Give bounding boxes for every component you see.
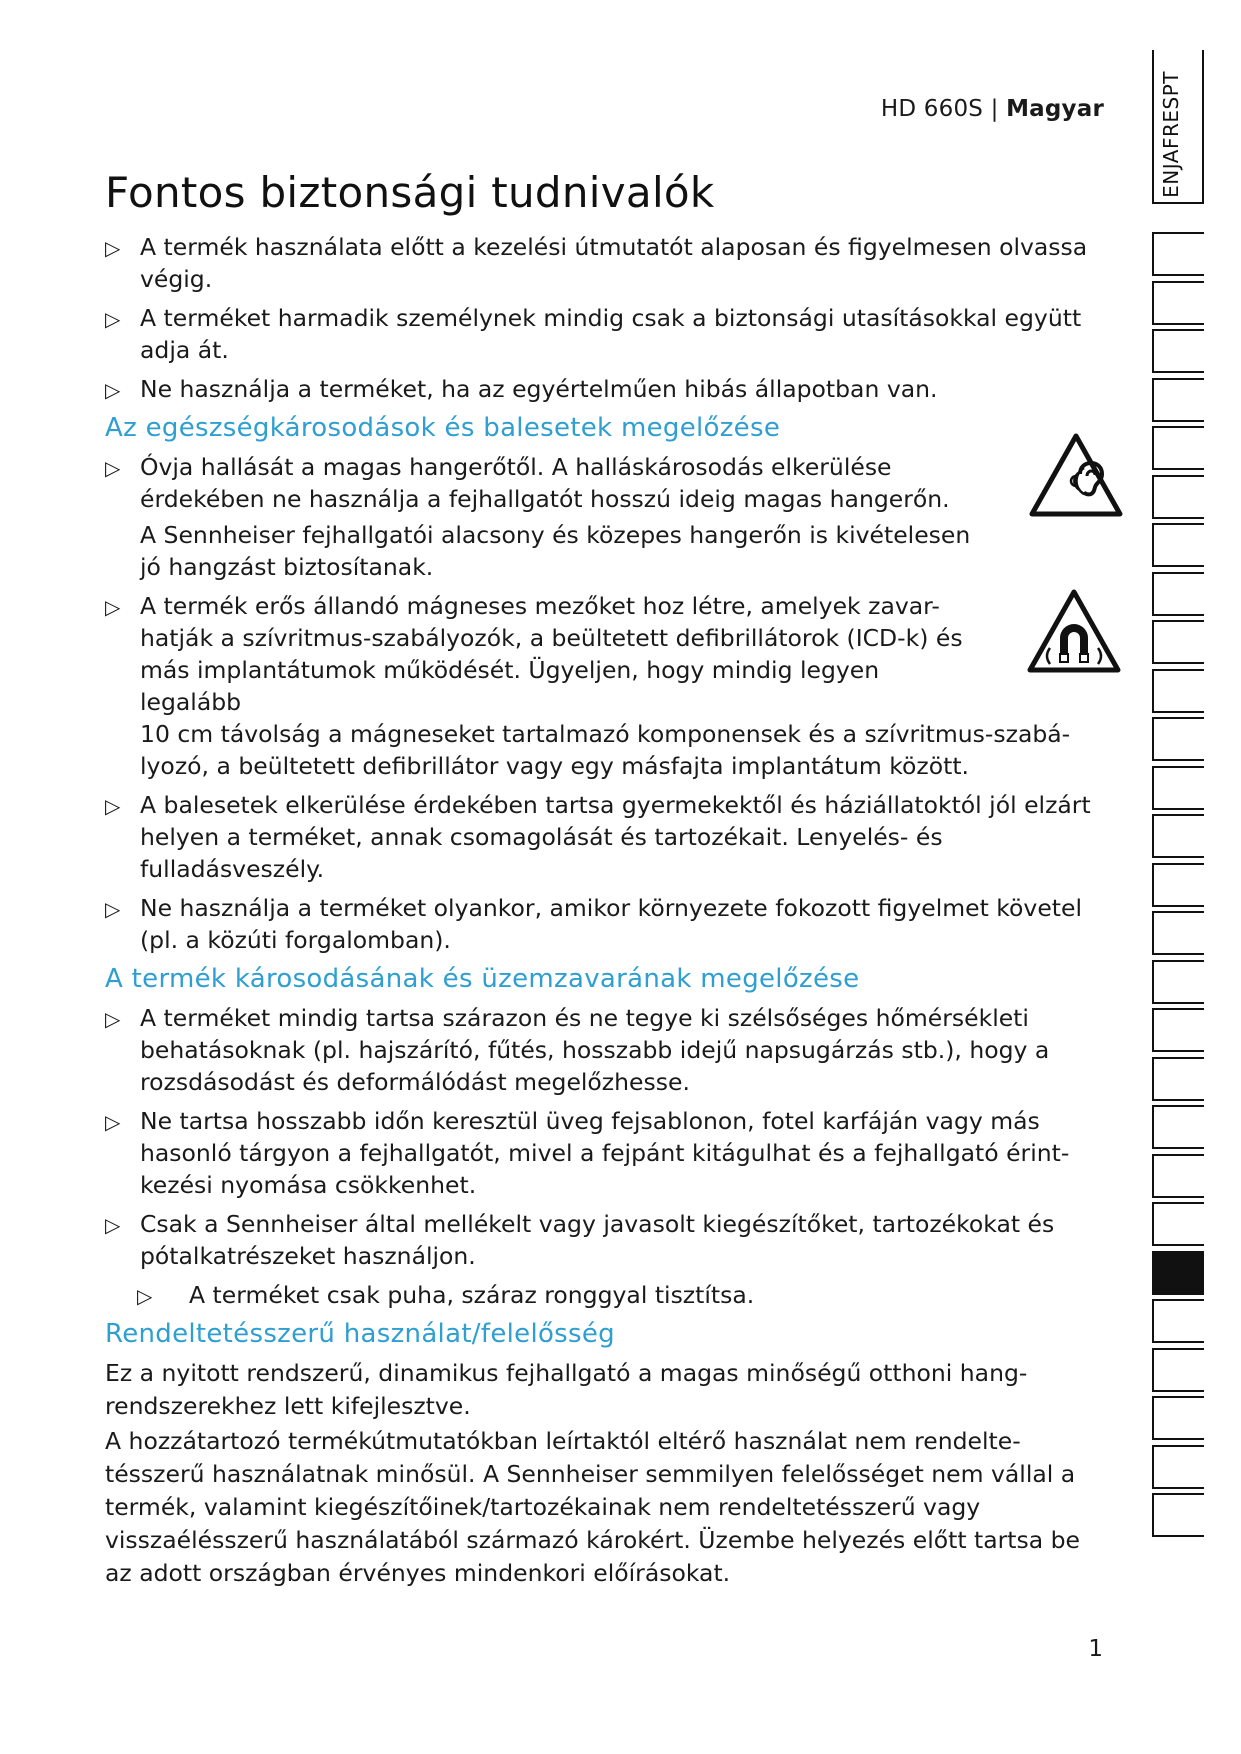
list-item: ▷ A balesetek elkerülése érdekében tartsa gyermekektől és háziállatoktól jól elzárt helyen a terméket, annak csomagolását és tartozékait. Lenyelés- és fulladásveszély. [105,791,1091,883]
list-item: ▷ A termék használata előtt a kezelési útmutatót alaposan és figyelmesen olvassa végig. [105,233,1088,293]
side-tab[interactable] [1152,329,1204,373]
side-tab[interactable] [1152,1202,1204,1246]
side-tab[interactable] [1152,232,1204,276]
side-tab[interactable] [1152,1105,1204,1149]
side-tab[interactable] [1152,1008,1204,1052]
paragraph: A hozzátartozó termékútmutatókban leírtaktól eltérő használat nem rendelte- tésszerű használatnak minősül. A Sennheiser semmilyen felelősséget nem vállal a termék, valamint kiegészítőinek/tartozékainak nem rendeltetésszerű vagy visszaélésszerű használatából származó károkért. Üzembe helyezés előtt tartsa be az adott országban érvényes mindenkori előírásokat. [105,1427,1081,1587]
triangle-bullet-icon: ▷ [105,1110,121,1134]
side-tab[interactable] [1152,1299,1204,1343]
triangle-bullet-icon: ▷ [105,1213,121,1237]
side-tab[interactable] [1152,717,1204,761]
side-tab[interactable] [1152,1445,1204,1489]
triangle-bullet-icon: ▷ [137,1284,153,1308]
side-tab[interactable] [1152,1154,1204,1198]
header-language: Magyar [1006,96,1104,122]
list-item: ▷ Ne tartsa hosszabb időn keresztül üveg fejsablonon, fotel karfáján vagy más hasonló tárgyon a fejhallgatót, mivel a fejpánt kitágulhat és a fejhallgató érint- kezési nyomása csökkenhet. [105,1107,1070,1199]
magnet-warning-icon [1026,588,1122,674]
list-item-hearing: ▷ Óvja hallását a magas hangerőtől. A halláskárosodás elkerülése érdekében ne használja a fejhallgatót hosszú ideig magas hangerőn. A Sennheiser fejhallgatói alacsony és közepes hangerőn is kivételesen jó hangzást biztosítanak. [105,453,971,581]
list-item: ▷ Csak a Sennheiser által mellékelt vagy javasolt kiegészítőket, tartozékokat és pótalkatrészeket használjon. [105,1210,1055,1270]
side-tab[interactable] [1152,378,1204,422]
page-header [881,96,1104,122]
header-model: HD 660S [880,96,984,122]
side-tab[interactable] [1152,1057,1204,1101]
side-tab[interactable] [1152,1348,1204,1392]
side-tab[interactable] [1152,669,1204,713]
triangle-bullet-icon: ▷ [105,456,121,480]
side-tab[interactable] [1152,1493,1204,1537]
paragraph: Ez a nyitott rendszerű, dinamikus fejhallgató a magas minőségű otthoni hang- rendszerekhez lett kifejlesztve. [105,1359,1028,1420]
section-heading-damage: A termék károsodásának és üzemzavarának megelőzése [105,964,860,994]
side-tab[interactable] [1152,863,1204,907]
section-heading-usage: Rendeltetésszerű használat/felelősség [105,1319,615,1349]
section-heading-health: Az egészségkárosodások és balesetek megelőzése [105,413,781,443]
side-tab[interactable] [1152,620,1204,664]
list-item: ▷ A terméket harmadik személynek mindig csak a biztonsági utasításokkal együtt adja át. [105,304,1082,364]
side-tab[interactable] [1152,960,1204,1004]
side-tab[interactable] [1152,1396,1204,1440]
page-number: 1 [1088,1636,1103,1662]
triangle-bullet-icon: ▷ [105,378,121,402]
side-tab[interactable] [1152,281,1204,325]
main-content [105,168,1105,1592]
language-tab-labels: ENJAFRESPT [1159,71,1183,198]
side-tab[interactable] [1152,572,1204,616]
list-item-magnet: ▷ A termék erős állandó mágneses mezőket hoz létre, amelyek zavar- hatják a szívritmus-szabályozók, a beültetett defibrillátorok (ICD-k) és más implantátumok működését. Ügyeljen, hogy mindig legyen legalább 10 cm távolság a mágneseket tartalmazó komponensek és a szívritmus-szabá- lyozó, a beültetett defibrillátor vagy egy másfajta implantátum között. [105,592,1071,780]
triangle-bullet-icon: ▷ [105,595,121,619]
hearing-warning-icon [1028,432,1124,518]
page-title: Fontos biztonsági tudnivalók [105,168,715,217]
side-tab[interactable] [1152,814,1204,858]
list-item: ▷ Ne használja a terméket olyankor, amikor környezete fokozott figyelmet követel (pl. a közúti forgalomban). [105,894,1082,954]
triangle-bullet-icon: ▷ [105,897,121,921]
side-tab[interactable] [1152,911,1204,955]
side-tab-strip [1152,50,1204,1660]
triangle-bullet-icon: ▷ [105,236,121,260]
list-item: ▷ Ne használja a terméket, ha az egyértelműen hibás állapotban van. [105,373,1105,405]
triangle-bullet-icon: ▷ [105,1007,121,1031]
side-tab[interactable] [1152,475,1204,519]
side-tab[interactable] [1152,766,1204,810]
side-tab-active[interactable] [1152,1251,1204,1295]
list-sub-item: ▷ A terméket csak puha, száraz ronggyal tisztítsa. [105,1279,1105,1311]
triangle-bullet-icon: ▷ [105,794,121,818]
language-tab-group[interactable] [1152,50,1204,204]
side-tab[interactable] [1152,426,1204,470]
side-tab[interactable] [1152,523,1204,567]
header-separator: | [990,96,999,122]
list-item: ▷ A terméket mindig tartsa szárazon és ne tegye ki szélsőséges hőmérsékleti behatásoknak (pl. hajszárító, fűtés, hosszabb idejű napsugárzás stb.), hogy a rozsdásodást és deformálódást megelőzhesse. [105,1004,1050,1096]
triangle-bullet-icon: ▷ [105,307,121,331]
